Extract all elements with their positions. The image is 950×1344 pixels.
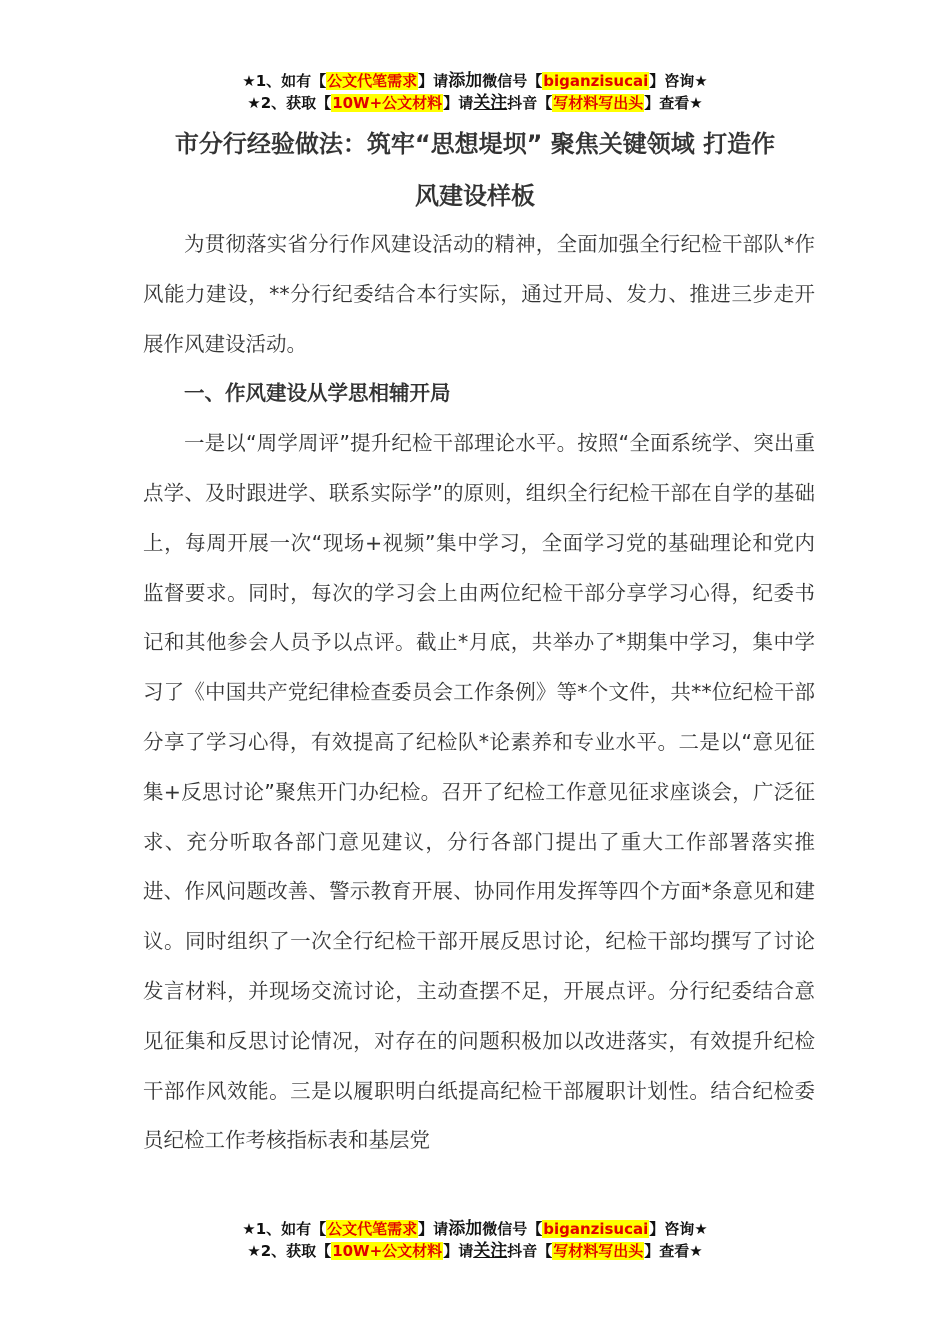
promo-banner-top <box>0 70 950 114</box>
promo-line-2: ★2、获取【10W+公文材料】请关注抖音【写材料写出头】查看★ <box>247 93 703 113</box>
highlight-text: 10W+公文材料 <box>332 1242 443 1260</box>
douyin-id: 写材料写出头 <box>553 94 644 112</box>
highlight-text: 公文代笔需求 <box>327 72 418 90</box>
document-body <box>143 220 815 1166</box>
highlight-text: 10W+公文材料 <box>332 94 443 112</box>
promo-line-2: ★2、获取【10W+公文材料】请关注抖音【写材料写出头】查看★ <box>247 1241 703 1261</box>
document-title <box>140 118 810 222</box>
promo-line-1: ★1、如有【公文代笔需求】请添加微信号【biganzisucai】咨询★ <box>242 1219 708 1239</box>
title-line-2: 风建设样板 <box>415 182 535 210</box>
body-paragraph: 一是以“周学周评”提升纪检干部理论水平。按照“全面系统学、突出重点学、及时跟进学、联系实际学”的原则，组织全行纪检干部在自学的基础上，每周开展一次“现场+视频”集中学习，全面学习党的基础理论和党内监督要求。同时，每次的学习会上由两位纪检干部分享学习心得，纪委书记和其他参会人员予以点评。截止*月底，共举办了*期集中学习，集中学习了《中国共产党纪律检查委员会工作条例》等*个文件，共**位纪检干部分享了学习心得，有效提高了纪检队*论素养和专业水平。二是以“意见征集+反思讨论”聚焦开门办纪检。召开了纪检工作意见征求座谈会，广泛征求、充分听取各部门意见建议，分行各部门提出了重大工作部署落实推进、作风问题改善、警示教育开展、协同作用发挥等四个方面*条意见和建议。同时组织了一次全行纪检干部开展反思讨论，纪检干部均撰写了讨论发言材料，并现场交流讨论，主动查摆不足，开展点评。分行纪委结合意见征集和反思讨论情况，对存在的问题积极加以改进落实，有效提升纪检干部作风效能。三是以履职明白纸提高纪检干部履职计划性。结合纪检委员纪检工作考核指标表和基层党 <box>143 431 815 1153</box>
highlight-text: 公文代笔需求 <box>327 1220 418 1238</box>
wechat-id: biganzisucai <box>543 1220 649 1238</box>
douyin-id: 写材料写出头 <box>553 1242 644 1260</box>
title-line-1: 市分行经验做法：筑牢“思想堤坝” 聚焦关键领域 打造作 <box>174 130 776 158</box>
promo-line-1: ★1、如有【公文代笔需求】请添加微信号【biganzisucai】咨询★ <box>242 71 708 91</box>
promo-banner-bottom <box>0 1218 950 1262</box>
intro-paragraph: 为贯彻落实省分行作风建设活动的精神，全面加强全行纪检干部队*作风能力建设，**分行纪委结合本行实际，通过开局、发力、推进三步走开展作风建设活动。 <box>143 232 815 356</box>
section-heading: 一、作风建设从学思相辅开局 <box>184 381 451 406</box>
wechat-id: biganzisucai <box>543 72 649 90</box>
